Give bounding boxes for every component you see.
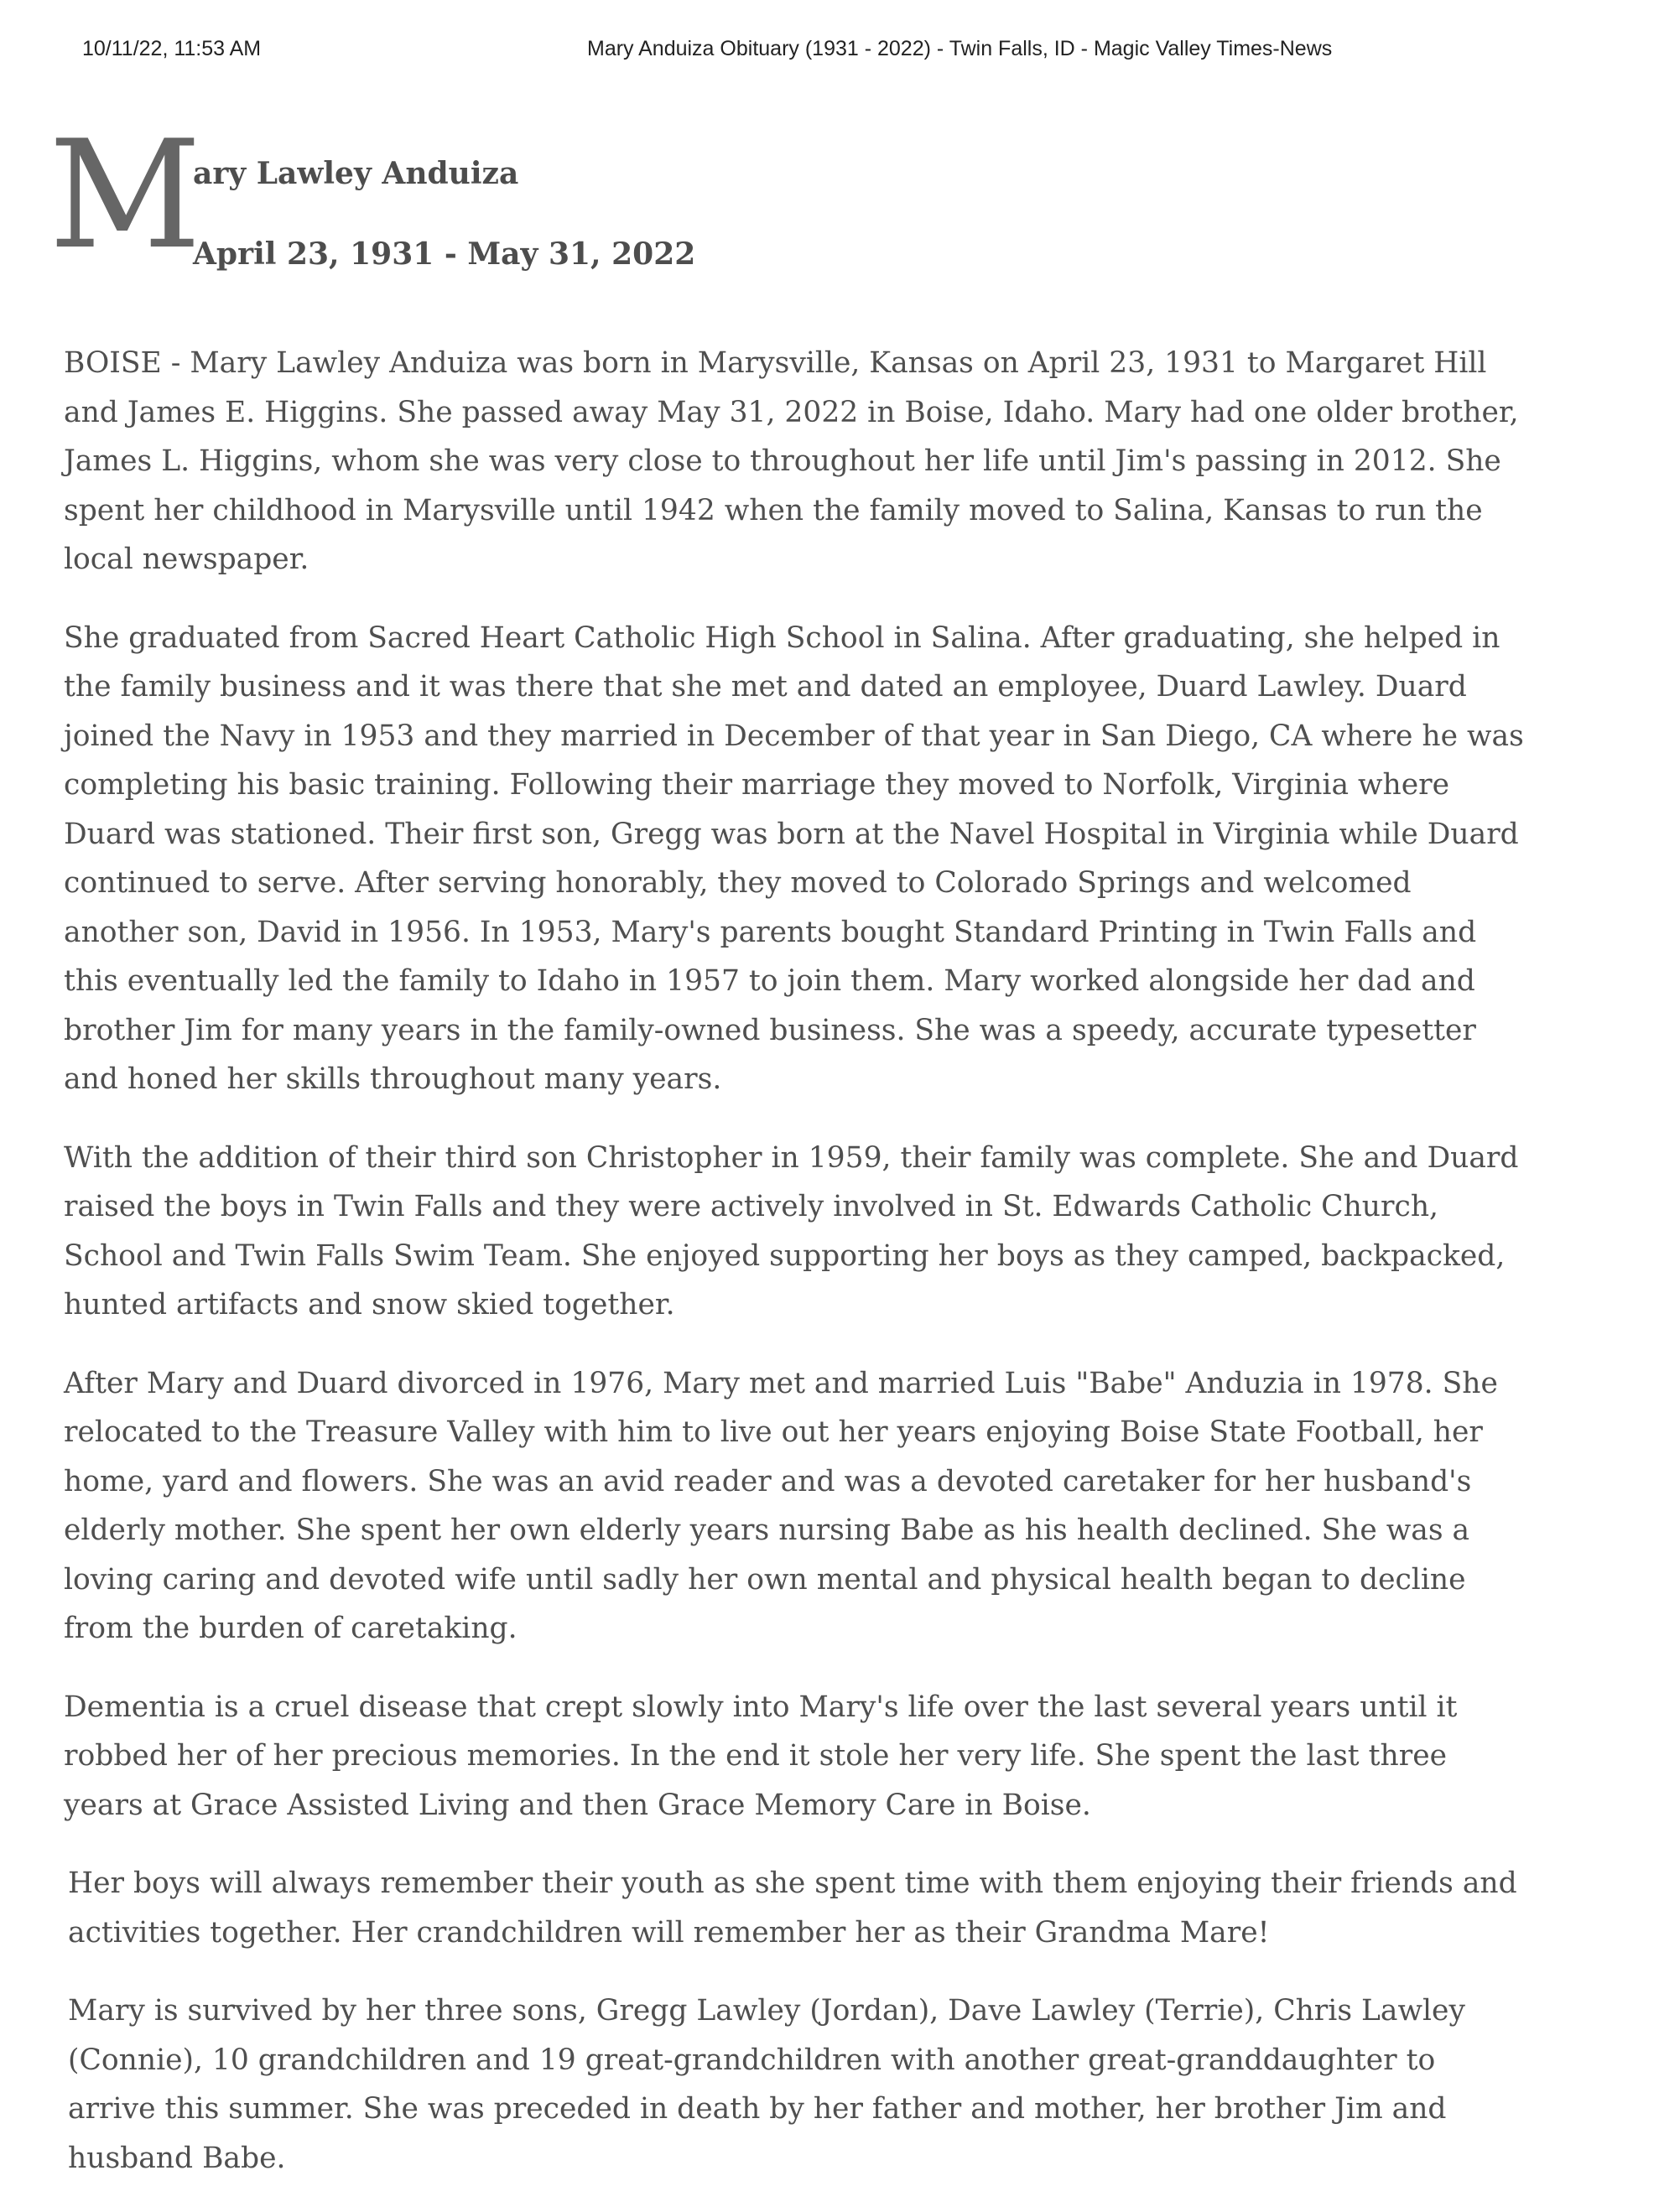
obituary-dates: April 23, 1931 - May 31, 2022 xyxy=(193,236,696,272)
obituary-paragraph: Her boys will always remember their youth as she spent time with them enjoying their friends and activities together. Her crandchildren will remember her as their Grandma Mare! xyxy=(68,1867,1517,1950)
obituary-paragraph: After Mary and Duard divorced in 1976, Mary met and married Luis "Babe" Anduzia in 1978. She relocated to the Treasure Valley with him to live out her years enjoying Boise State Football, her home, yard and flowers. She was an avid reader and was a devoted caretaker for her husband's elderly mother. She spent her own elderly years nursing Babe as his health declined. She was a loving caring and devoted wife until sadly her own mental and physical health began to decline from the burden of caretaking. xyxy=(64,1366,1498,1645)
print-page-title: Mary Anduiza Obituary (1931 - 2022) - Twin Falls, ID - Magic Valley Times-News xyxy=(587,37,1333,60)
obituary-body xyxy=(64,339,1527,2212)
obituary-name: ary Lawley Anduiza xyxy=(193,156,519,191)
print-datetime: 10/11/22, 11:53 AM xyxy=(82,37,262,60)
drop-cap: M xyxy=(49,108,199,282)
obituary-heading xyxy=(49,108,887,282)
obituary-paragraph: Dementia is a cruel disease that crept slowly into Mary's life over the last several years until it robbed her of her precious memories. In the end it stole her very life. She spent the last three years at Grace Assisted Living and then Grace Memory Care in Boise. xyxy=(64,1690,1458,1822)
print-header xyxy=(0,34,1659,67)
obituary-paragraph: With the addition of their third son Christopher in 1959, their family was complete. She and Duard raised the boys in Twin Falls and they were actively involved in St. Edwards Catholic Church, School and Twin Falls Swim Team. She enjoyed supporting her boys as they camped, backpacked, hunted artifacts and snow skied together. xyxy=(64,1140,1519,1321)
obituary-paragraph: BOISE - Mary Lawley Anduiza was born in Marysville, Kansas on April 23, 1931 to Margaret Hill and James E. Higgins. She passed away May 31, 2022 in Boise, Idaho. Mary had one older brother, James L. Higgins, whom she was very close to throughout her life until Jim's passing in 2012. She spent her childhood in Marysville until 1942 when the family moved to Salina, Kansas to run the local newspaper. xyxy=(64,346,1519,576)
obituary-paragraph: She graduated from Sacred Heart Catholic High School in Salina. After graduating, she helped in the family business and it was there that she met and dated an employee, Duard Lawley. Duard joined the Navy in 1953 and they married in December of that year in San Diego, CA where he was completing his basic training. Following their marriage they moved to Norfolk, Virginia where Duard was stationed. Their first son, Gregg was born at the Navel Hospital in Virginia while Duard continued to serve. After serving honorably, they moved to Colorado Springs and welcomed another son, David in 1956. In 1953, Mary's parents bought Standard Printing in Twin Falls and this eventually led the family to Idaho in 1957 to join them. Mary worked alongside her dad and brother Jim for many years in the family-owned business. She was a speedy, accurate typesetter and honed her skills throughout many years. xyxy=(64,621,1524,1096)
obituary-paragraph: Mary is survived by her three sons, Gregg Lawley (Jordan), Dave Lawley (Terrie), Chris Lawley (Connie), 10 grandchildren and 19 great-grandchildren with another great-granddaughter to arrive this summer. She was preceded in death by her father and mother, her brother Jim and husband Babe. xyxy=(68,1994,1465,2175)
